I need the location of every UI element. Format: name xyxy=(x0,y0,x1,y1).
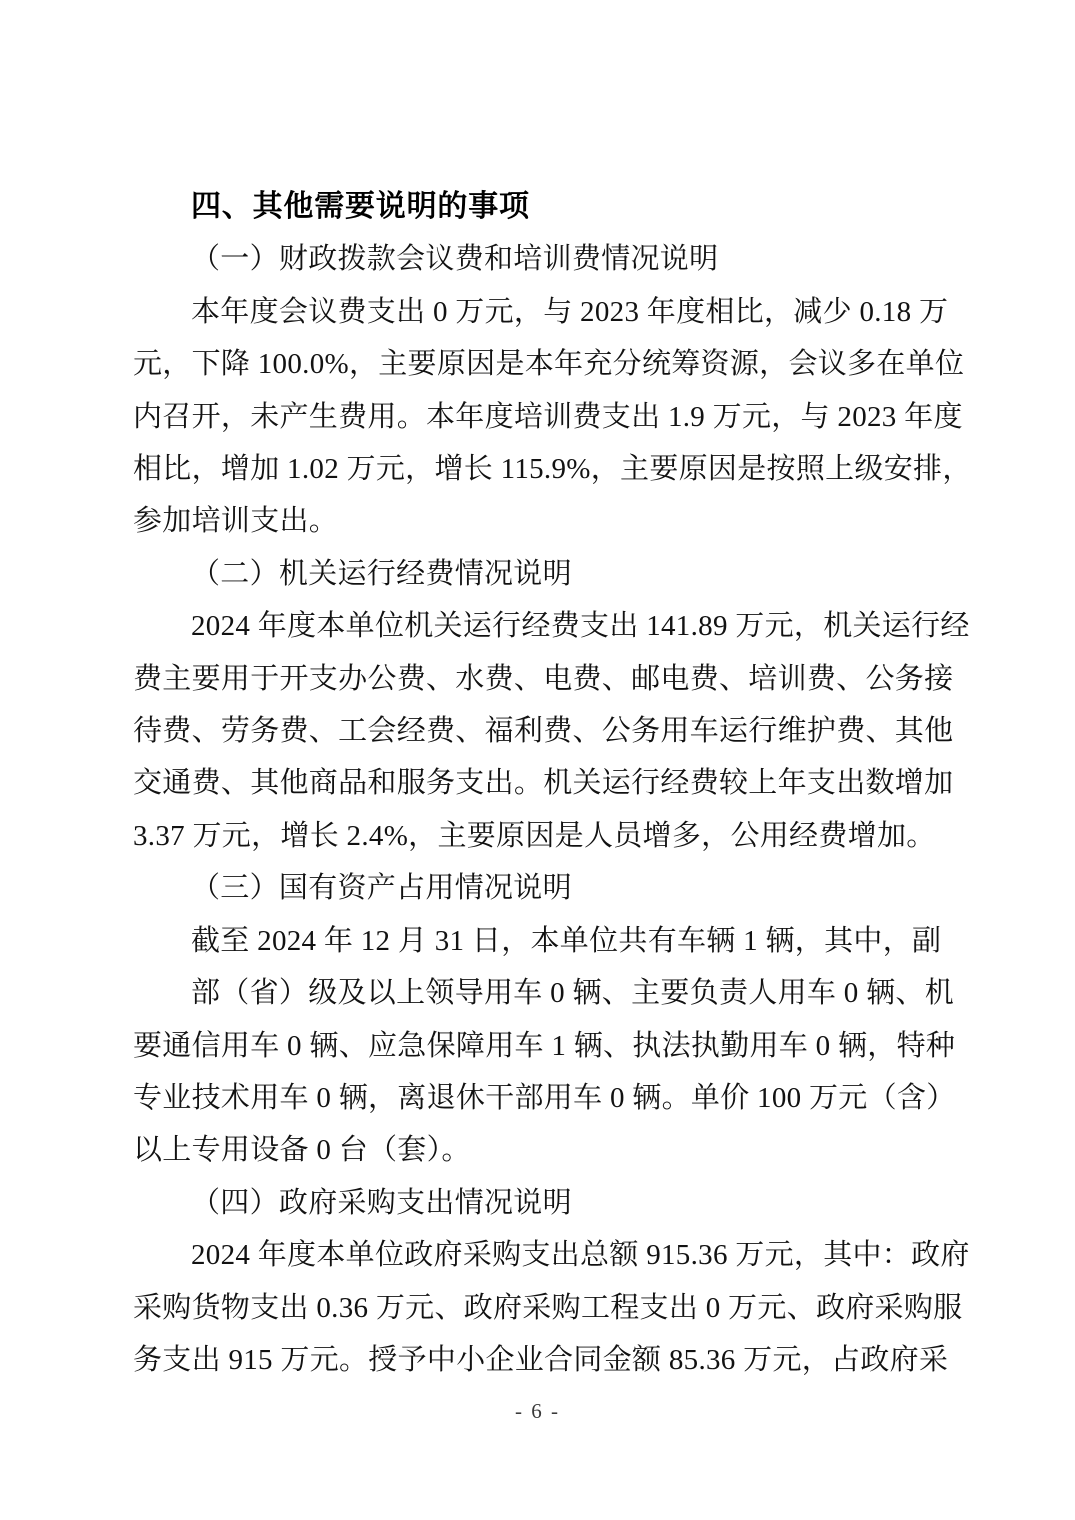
text-line: 本年度会议费支出 0 万元，与 2023 年度相比，减少 0.18 万 xyxy=(191,295,949,328)
text-line: 专业技术用车 0 辆，离退休干部用车 0 辆。单价 100 万元（含） xyxy=(133,1081,956,1114)
text-line: 2024 年度本单位政府采购支出总额 915.36 万元，其中：政府 xyxy=(191,1239,970,1272)
text-line: 相比，增加 1.02 万元，增长 115.9%，主要原因是按照上级安排， xyxy=(133,453,972,486)
text-line: 要通信用车 0 辆、应急保障用车 1 辆、执法执勤用车 0 辆，特种 xyxy=(133,1029,956,1062)
text-line: （四）政府采购支出情况说明 xyxy=(191,1186,572,1219)
text-line: 务支出 915 万元。授予中小企业合同金额 85.36 万元，占政府采 xyxy=(133,1343,949,1376)
text-line: （一）财政拨款会议费和培训费情况说明 xyxy=(191,243,719,276)
text-line: 2024 年度本单位机关运行经费支出 141.89 万元，机关运行经 xyxy=(191,610,970,643)
text-line: 部（省）级及以上领导用车 0 辆、主要负责人用车 0 辆、机 xyxy=(191,977,955,1010)
text-line: 元，下降 100.0%，主要原因是本年充分统筹资源，会议多在单位 xyxy=(133,348,965,381)
document-body xyxy=(133,181,972,1386)
text-line: 待费、劳务费、工会经费、福利费、公务用车运行维护费、其他 xyxy=(133,715,954,748)
section-heading: 四、其他需要说明的事项 xyxy=(191,190,530,223)
text-line: 截至 2024 年 12 月 31 日，本单位共有车辆 1 辆，其中，副 xyxy=(191,924,942,957)
text-line: 内召开，未产生费用。本年度培训费支出 1.9 万元，与 2023 年度 xyxy=(133,400,963,433)
text-line: 以上专用设备 0 台（套）。 xyxy=(133,1134,471,1167)
text-line: 采购货物支出 0.36 万元、政府采购工程支出 0 万元、政府采购服 xyxy=(133,1291,963,1324)
text-line: 参加培训支出。 xyxy=(133,505,339,538)
text-line: 交通费、其他商品和服务支出。机关运行经费较上年支出数增加 xyxy=(133,767,954,800)
page-number: - 6 - xyxy=(515,1399,560,1423)
text-line: （三）国有资产占用情况说明 xyxy=(191,872,572,905)
text-line: 费主要用于开支办公费、水费、电费、邮电费、培训费、公务接 xyxy=(133,662,954,695)
text-line: 3.37 万元，增长 2.4%，主要原因是人员增多，公用经费增加。 xyxy=(133,819,936,852)
text-line: （二）机关运行经费情况说明 xyxy=(191,557,572,590)
